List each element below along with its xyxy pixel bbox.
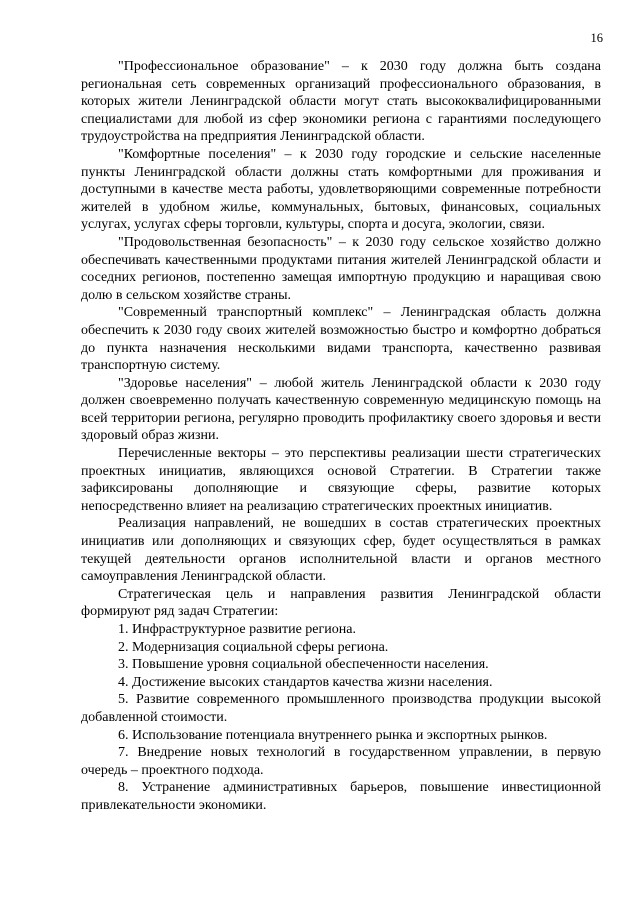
task-list-item: 7. Внедрение новых технологий в государственном управлении, в первую очередь – проектного подхода. <box>81 745 601 778</box>
task-list-item: 5. Развитие современного промышленного производства продукции высокой добавленной стоимости. <box>81 692 601 725</box>
document-body <box>81 58 601 815</box>
paragraph-strategic-goal: Стратегическая цель и направления развития Ленинградской области формируют ряд задач Стратегии: <box>81 586 601 620</box>
paragraph-implementation: Реализация направлений, не вошедших в состав стратегических проектных инициатив или дополняющих и связующих сфер, будет осуществляться в рамках текущей деятельности органов исполнительной власти и органов местного самоуправления Ленинградской области. <box>81 516 601 585</box>
paragraph-professional-education: "Профессиональное образование" – к 2030 году должна быть создана региональная сеть современных организаций профессионального образования, в которых жители Ленинградской области могут стать высококвалифицированными специалистами для любой из сфер экономики региона с гарантиями последующего трудоустройства на предприятия Ленинградской области. <box>81 59 601 145</box>
task-list-item: 8. Устранение административных барьеров, повышение инвестиционной привлекательности экономики. <box>81 780 601 813</box>
paragraph-comfortable-settlements: "Комфортные поселения" – к 2030 году городские и сельские населенные пункты Ленинградской области должны стать комфортными для проживания и доступными в качестве места работы, удовлетворяющими современные потребности жителей в удобном жилье, коммунальных, бытовых, финансовых, социальных услугах, услугах сферы торговли, культуры, спорта и досуга, экологии, связи. <box>81 146 601 233</box>
task-list-item: 2. Модернизация социальной сферы региона. <box>118 639 389 655</box>
paragraph-transport-complex: "Современный транспортный комплекс" – Ленинградская область должна обеспечить к 2030 году своих жителей возможностью быстро и комфортно добраться до пункта назначения несколькими видами транспорта, качественно развивая транспортную систему. <box>81 305 601 374</box>
task-list-item: 4. Достижение высоких стандартов качества жизни населения. <box>118 674 493 690</box>
task-list-item: 6. Использование потенциала внутреннего рынка и экспортных рынков. <box>118 727 548 743</box>
task-list-item: 3. Повышение уровня социальной обеспеченности населения. <box>118 657 489 673</box>
paragraph-vectors: Перечисленные векторы – это перспективы реализации шести стратегических проектных инициатив, являющихся основой Стратегии. В Стратегии также зафиксированы дополняющие и связующие сферы, развитие которых непосредственно влияет на реализацию стратегических проектных инициатив. <box>81 446 601 514</box>
paragraph-population-health: "Здоровье населения" – любой житель Ленинградской области к 2030 году должен своевременно получать качественную современную медицинскую помощь на всей территории региона, регулярно проводить профилактику своего здоровья и вести здоровый образ жизни. <box>81 375 601 444</box>
task-list-item: 1. Инфраструктурное развитие региона. <box>118 622 356 637</box>
paragraph-food-security: "Продовольственная безопасность" – к 2030 году сельское хозяйство должно обеспечивать качественными продуктами питания жителей Ленинградской области и соседних регионов, постепенно замещая импортную продукцию и наращивая свою долю в сельском хозяйстве страны. <box>81 234 601 303</box>
page-number: 16 <box>590 31 603 45</box>
